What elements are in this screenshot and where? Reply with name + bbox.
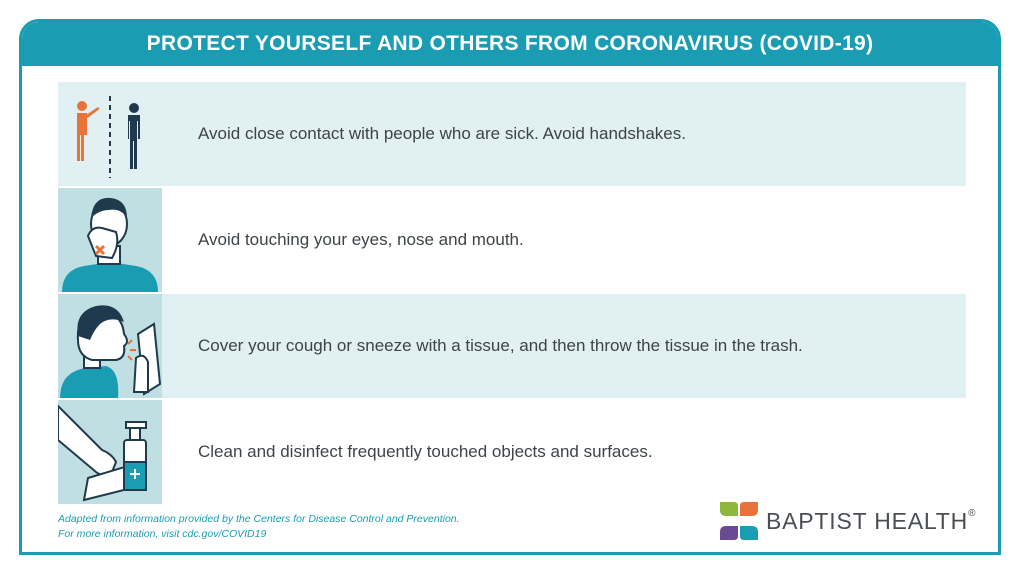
source-link[interactable]: For more information, visit cdc.gov/COVID19 [58,528,267,540]
tip-text: Avoid touching your eyes, nose and mouth. [198,230,524,249]
tip-text: Avoid close contact with people who are sick. Avoid handshakes. [198,124,686,143]
tip-text: Clean and disinfect frequently touched objects and surfaces. [198,442,653,461]
cough-tissue-icon [58,294,162,398]
flower-logo-icon [718,500,760,542]
tip-row [58,294,966,398]
tip-row [58,188,966,292]
tip-row [58,82,966,186]
source-note [58,512,460,542]
tip-row [58,400,966,504]
source-line: Adapted from information provided by the Centers for Disease Control and Prevention. [58,513,460,525]
social-distance-icon [58,82,162,186]
no-face-touch-icon [58,188,162,292]
baptist-health-logo [718,498,978,544]
page-title: PROTECT YOURSELF AND OTHERS FROM CORONAVIRUS (COVID-19) [22,22,998,66]
infographic-card [19,19,1001,555]
tip-text: Cover your cough or sneeze with a tissue, and then throw the tissue in the trash. [198,336,803,355]
brand-name: BAPTIST HEALTH® [766,508,977,534]
disinfect-spray-icon [58,400,162,504]
